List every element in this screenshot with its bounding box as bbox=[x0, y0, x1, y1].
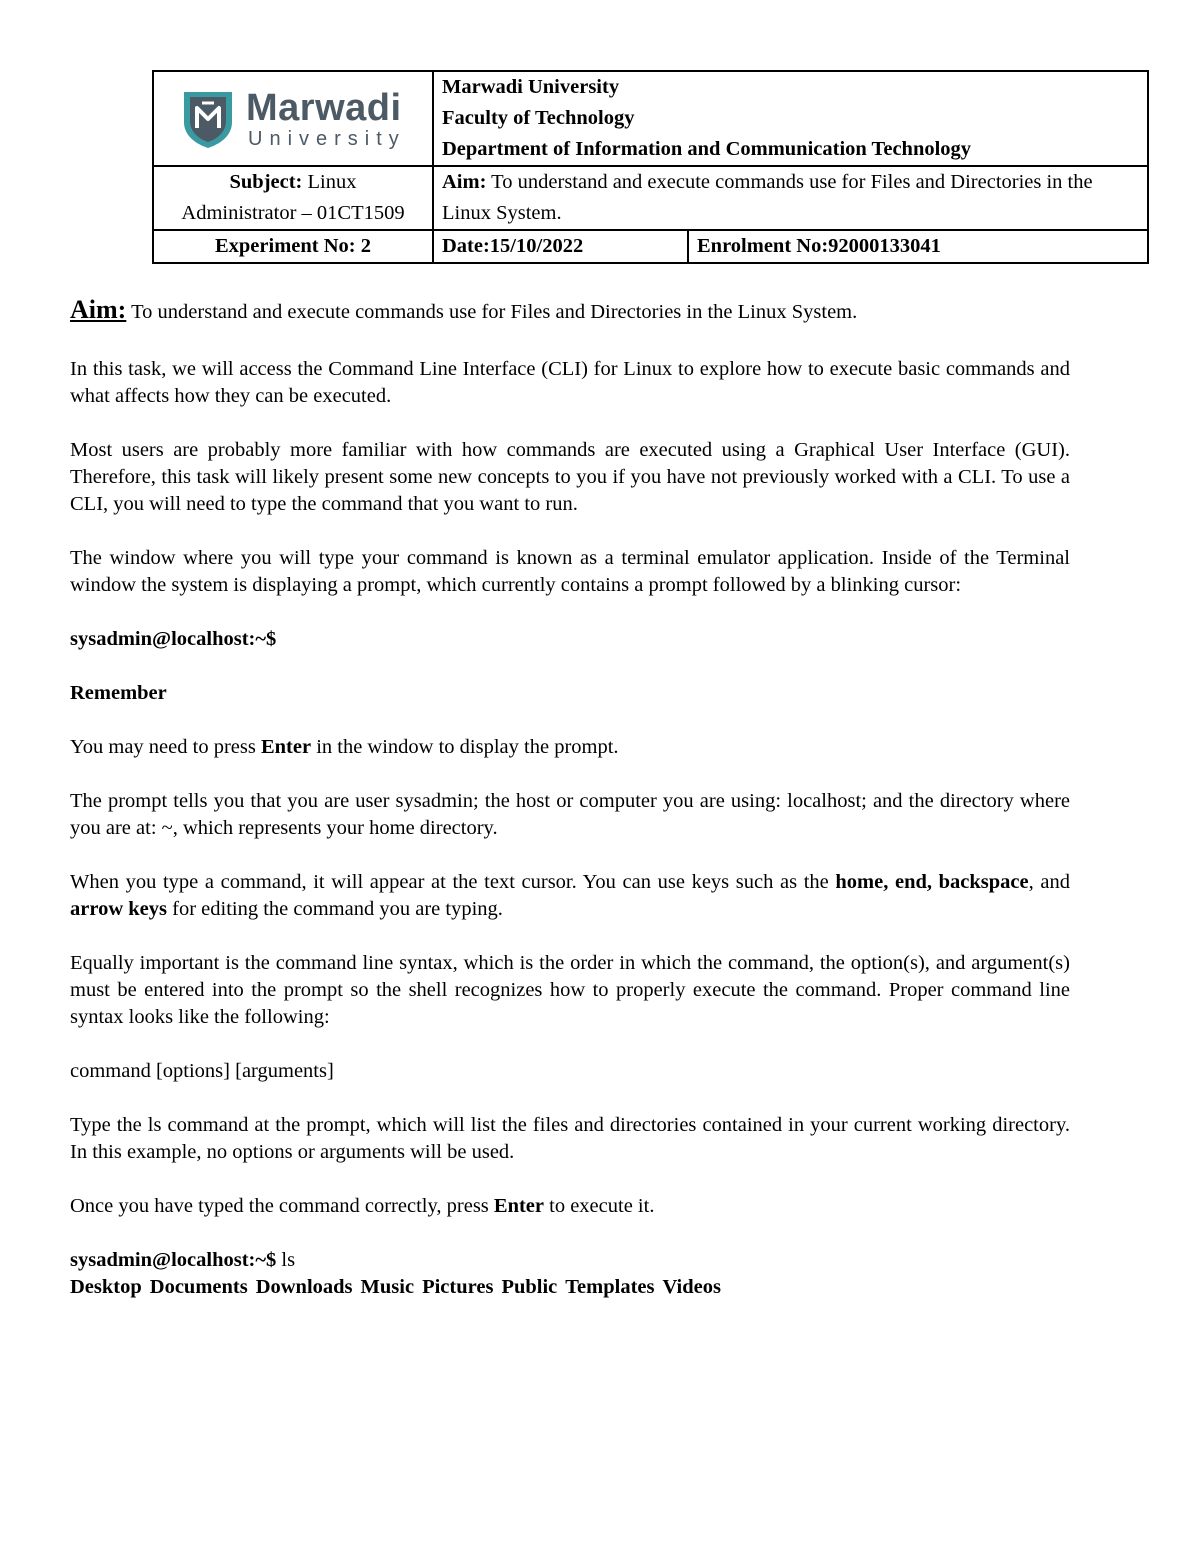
aim-text: To understand and execute commands use for Files and Directories in the Linux System. bbox=[131, 301, 858, 323]
header-aim-value: To understand and execute commands use for Files and Directories in the Linux System. bbox=[442, 171, 1093, 224]
date: Date:15/10/2022 bbox=[433, 230, 688, 263]
logo-cell bbox=[153, 71, 433, 166]
ls-item: Public bbox=[501, 1276, 558, 1298]
ls-item: Pictures bbox=[422, 1276, 494, 1298]
ls-example bbox=[70, 1247, 1070, 1301]
logo-word-top: Marwadi bbox=[246, 86, 402, 129]
paragraph-intro: In this task, we will access the Command Line Interface (CLI) for Linux to explore how to execute basic commands and what affects how they can be executed. bbox=[70, 358, 1070, 407]
syntax-example: command [options] [arguments] bbox=[70, 1060, 334, 1082]
department-name: Department of Information and Communication Technology bbox=[442, 138, 972, 160]
prompt-ls: sysadmin@localhost:~$ bbox=[70, 1249, 277, 1271]
experiment-number: Experiment No: 2 bbox=[153, 230, 433, 263]
university-name: Marwadi University bbox=[442, 76, 620, 98]
aim-heading: Aim: bbox=[70, 295, 127, 324]
prompt-example: sysadmin@localhost:~$ bbox=[70, 628, 277, 650]
ls-item: Templates bbox=[565, 1276, 655, 1298]
university-logo bbox=[154, 73, 432, 165]
logo-word-bottom: University bbox=[248, 127, 406, 150]
paragraph-execute: Once you have typed the command correctly, press Enter to execute it. bbox=[70, 1195, 655, 1217]
header-aim-label: Aim: bbox=[442, 171, 487, 193]
enrolment-number: Enrolment No:92000133041 bbox=[688, 230, 1148, 263]
shield-m-logo-icon bbox=[180, 88, 236, 150]
paragraph-press-enter: You may need to press Enter in the window to display the prompt. bbox=[70, 736, 619, 758]
aim-cell bbox=[433, 166, 1148, 230]
subject-label: Subject: bbox=[229, 171, 303, 193]
ls-command: ls bbox=[276, 1249, 296, 1271]
paragraph-editing-keys: When you type a command, it will appear at the text cursor. You can use keys such as the home, end, backspace, and arrow keys for editing the command you are typing. bbox=[70, 871, 1070, 920]
paragraph-terminal: The window where you will type your command is known as a terminal emulator application. Inside of the Terminal window the system is displaying a prompt, which currently contains a prompt followed by a blinking cursor: bbox=[70, 547, 1070, 596]
ls-item: Documents bbox=[149, 1276, 248, 1298]
university-info-cell bbox=[433, 71, 1148, 166]
subject-cell bbox=[153, 166, 433, 230]
aim-paragraph bbox=[70, 296, 1070, 326]
remember-heading: Remember bbox=[70, 682, 167, 704]
paragraph-ls: Type the ls command at the prompt, which will list the files and directories contained in your current working directory. In this example, no options or arguments will be used. bbox=[70, 1114, 1070, 1163]
ls-item: Desktop bbox=[70, 1276, 142, 1298]
ls-item: Videos bbox=[662, 1276, 721, 1298]
ls-item: Music bbox=[360, 1276, 415, 1298]
paragraph-gui: Most users are probably more familiar with how commands are executed using a Graphical User Interface (GUI). Therefore, this task will likely present some new concepts to you if you have not previously worked with a CLI. To use a CLI, you will need to type the command that you want to run. bbox=[70, 439, 1070, 515]
paragraph-syntax: Equally important is the command line syntax, which is the order in which the command, the option(s), and argument(s) must be entered into the prompt so the shell recognizes how to properly execute the command. Proper command line syntax looks like the following: bbox=[70, 952, 1070, 1028]
ls-item: Downloads bbox=[255, 1276, 353, 1298]
header-table bbox=[152, 70, 1149, 264]
logo-wordmark bbox=[246, 88, 406, 150]
ls-output bbox=[70, 1274, 1070, 1301]
subject-value-line1: Linux bbox=[307, 171, 357, 193]
faculty-name: Faculty of Technology bbox=[442, 107, 635, 129]
subject-value-line2: Administrator – 01CT1509 bbox=[181, 202, 405, 224]
document-body bbox=[70, 296, 1070, 1301]
paragraph-prompt-explain: The prompt tells you that you are user sysadmin; the host or computer you are using: localhost; and the directory where you are at: ~, which represents your home directory. bbox=[70, 790, 1070, 839]
